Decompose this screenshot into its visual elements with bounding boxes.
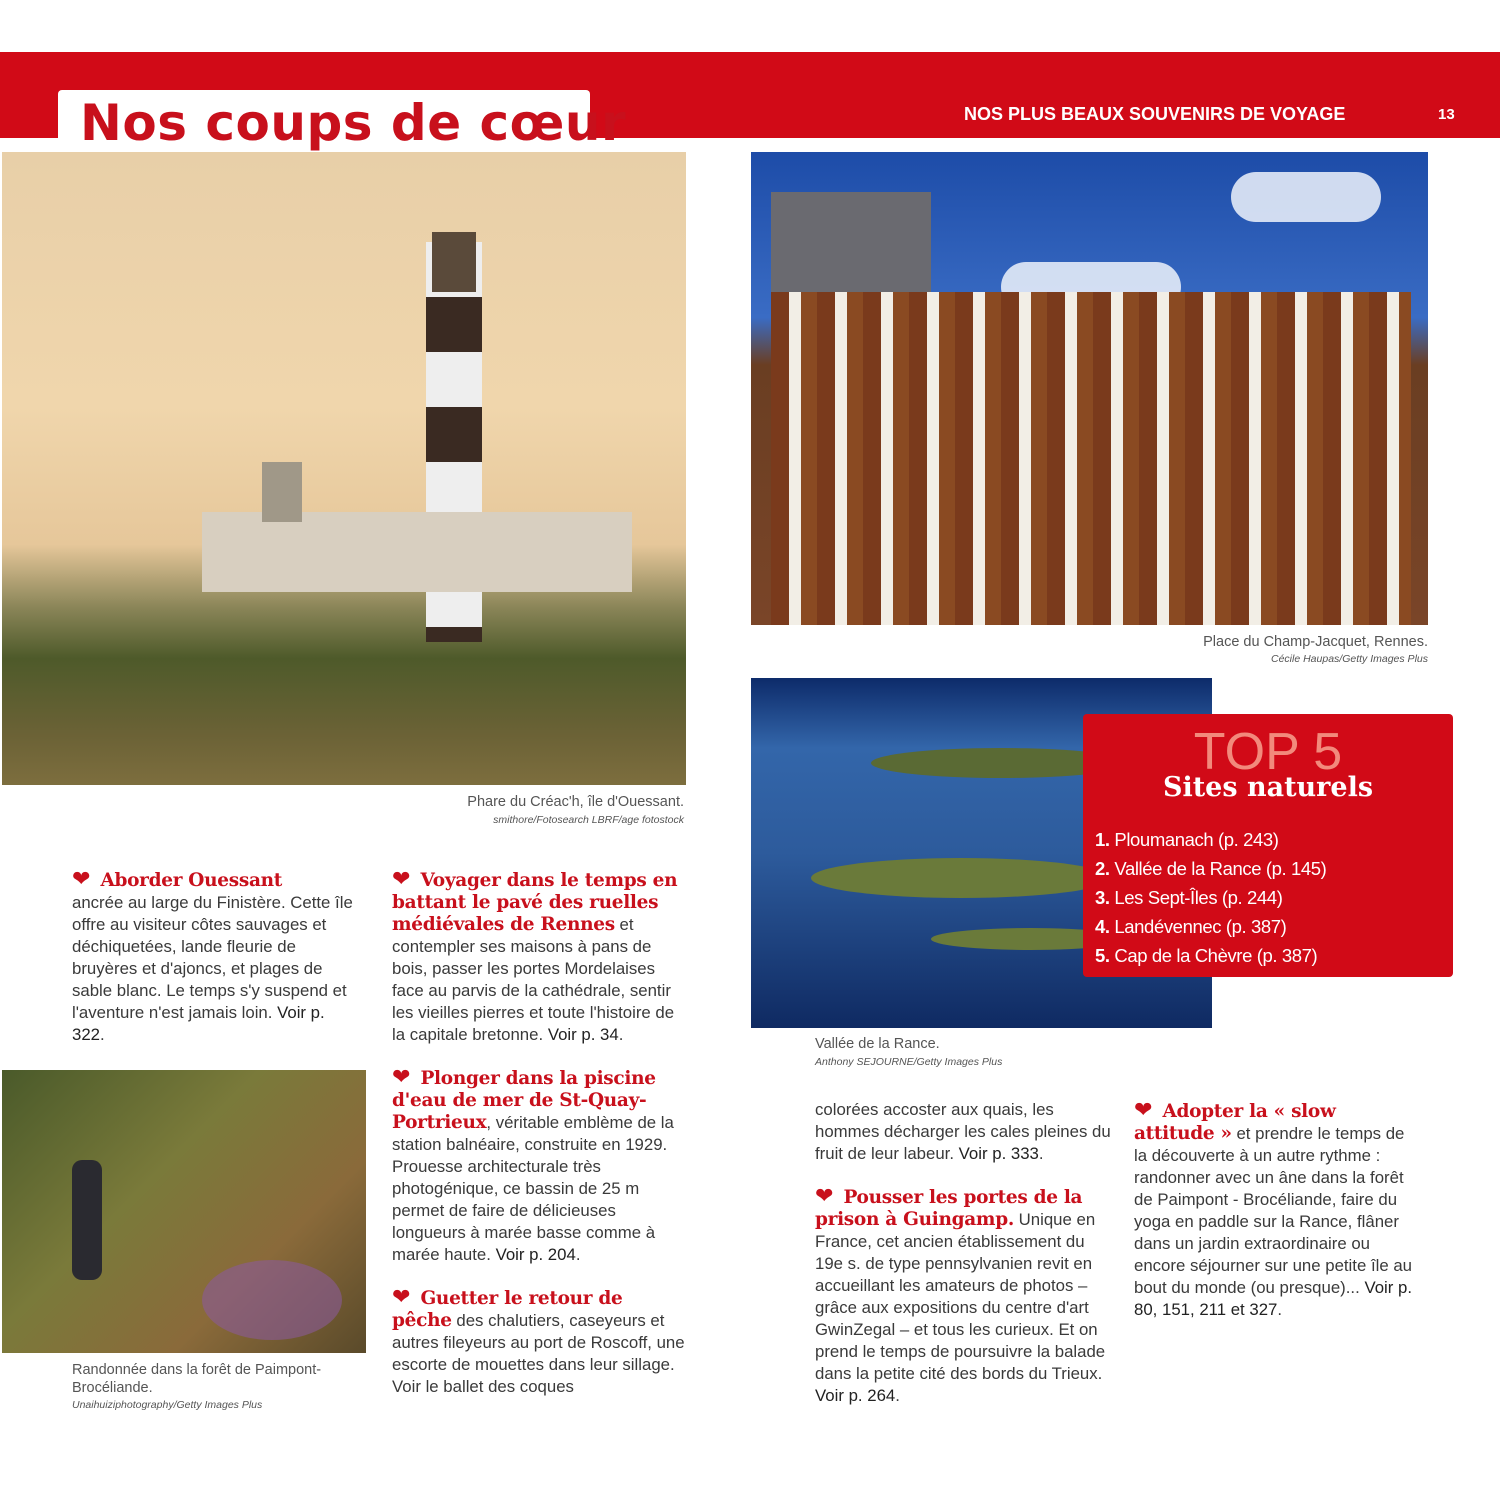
lighthouse-photo [2, 152, 686, 785]
heart-icon: ❤ [392, 1064, 411, 1089]
top5-box [1083, 714, 1453, 977]
top5-subtitle: Sites naturels [1162, 772, 1374, 803]
page-title: Nos coups de cœur [80, 94, 627, 152]
photo-credit: smithore/Fotosearch LBRF/age fotostock [493, 814, 684, 826]
list-item: 3. Les Sept-Îles (p. 244) [1095, 887, 1283, 908]
heart-icon: ❤ [72, 866, 91, 891]
entry: ❤ Adopter la « slow attitude » et prendre le temps de la découverte à un autre rythme : randonner avec un âne dans la forêt de Paimpont - Brocéliande, faire du yoga en paddle sur la Rance, flâner dans un jardin extraordinaire ou encore séjourner sur une petite île au bout du monde (ou presque)... Voir p. 80, 151, 211 et 327. [1134, 1097, 1413, 1319]
timber-houses-photo [751, 152, 1428, 625]
heart-icon: ❤ [392, 1284, 411, 1309]
entry: ❤ Guetter le retour de pêche des chalutiers, caseyeurs et autres fileyeurs au port de Roscoff, une escorte de mouettes dans leur sillage. Voir le ballet des coques [392, 1284, 685, 1396]
top5-list [1095, 829, 1326, 974]
list-item: 4. Landévennec (p. 387) [1095, 916, 1287, 937]
heart-icon: ❤ [815, 1183, 834, 1208]
photo-caption: Vallée de la Rance. [815, 1036, 940, 1052]
page-number: 13 [1438, 106, 1455, 123]
entry: ❤ Plonger dans la piscine d'eau de mer de St-Quay-Portrieux, véritable emblème de la station balnéaire, construite en 1929. Prouesse architecturale très photogénique, ce bassin de 25 m permet de faire de délicieuses longueurs à marée basse comme à marée haute. Voir p. 204. [392, 1064, 674, 1264]
photo-credit: Anthony SEJOURNE/Getty Images Plus [815, 1056, 1003, 1068]
running-head: NOS PLUS BEAUX SOUVENIRS DE VOYAGE [964, 104, 1346, 124]
photo-caption: Randonnée dans la forêt de Paimpont-Brocéliande. [72, 1362, 322, 1396]
photo-caption: Phare du Créac'h, île d'Ouessant. [467, 794, 684, 810]
text-column-4 [1134, 1099, 1419, 1341]
text-column-2 [392, 868, 688, 1418]
entry-continuation: colorées accoster aux quais, les hommes décharger les cales pleines du fruit de leur labeur. Voir p. 333. [815, 1100, 1111, 1163]
forest-hike-photo [2, 1070, 366, 1353]
heart-icon: ❤ [392, 866, 411, 891]
photo-credit: Unaihuiziphotography/Getty Images Plus [72, 1399, 263, 1411]
text-column-1 [72, 868, 357, 1066]
photo-credit: Cécile Haupas/Getty Images Plus [1271, 653, 1428, 665]
heart-icon: ❤ [1134, 1097, 1153, 1122]
photo-caption: Place du Champ-Jacquet, Rennes. [1203, 634, 1428, 650]
entry: ❤ Voyager dans le temps en battant le pavé des ruelles médiévales de Rennes et contempler ses maisons à pans de bois, passer les portes Mordelaises face au parvis de la cathédrale, sentir les vieilles pierres et toute l'histoire de la capitale bretonne. Voir p. 34. [392, 866, 678, 1044]
entry: ❤ Aborder Ouessant ancrée au large du Finistère. Cette île offre au visiteur côtes sauvages et déchiquetées, lande fleurie de bruyères et d'ajoncs, et plages de sable blanc. Le temps s'y suspend et l'aventure n'est jamais loin. Voir p. 322. [72, 866, 353, 1044]
list-item: 5. Cap de la Chèvre (p. 387) [1095, 945, 1318, 966]
top5-title: TOP 5 [1193, 723, 1343, 781]
list-item: 2. Vallée de la Rance (p. 145) [1095, 858, 1327, 879]
list-item: 1. Ploumanach (p. 243) [1095, 829, 1279, 850]
text-column-3 [815, 1099, 1111, 1427]
entry: ❤ Pousser les portes de la prison à Guingamp. Unique en France, cet ancien établissement du 19e s. de type pennsylvanien revit en accueillant les amateurs de photos – grâce aux expositions du centre d'art GwinZegal – et tous les curieux. Et on prend le temps de poursuivre la balade dans la petite cité des bords du Trieux. Voir p. 264. [815, 1183, 1106, 1405]
